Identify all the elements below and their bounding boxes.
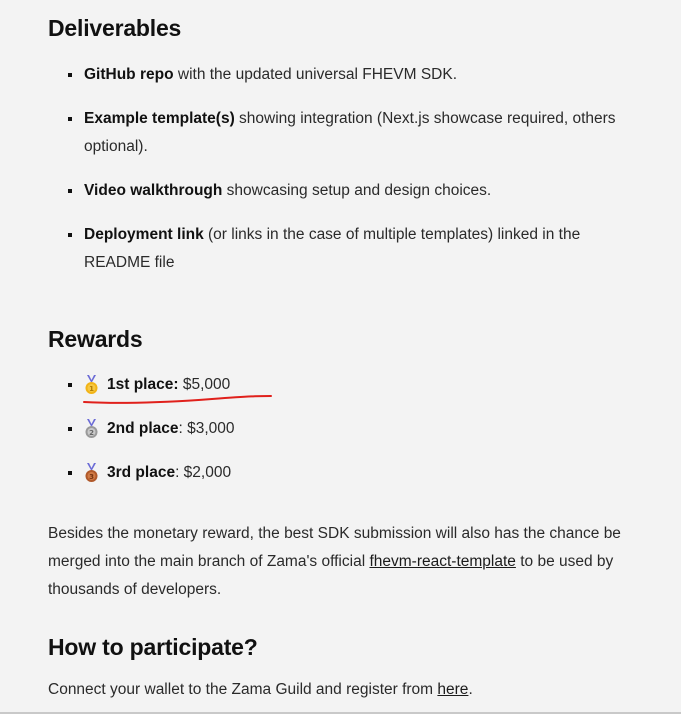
reward-place: 2nd place xyxy=(107,420,179,437)
rewards-heading: Rewards xyxy=(48,326,143,352)
bronze-medal-icon xyxy=(84,463,99,483)
participate-heading: How to participate? xyxy=(48,634,258,660)
item-text: showcasing setup and design choices. xyxy=(222,182,492,199)
register-here-link[interactable]: here xyxy=(437,681,469,698)
fhevm-react-template-link[interactable]: fhevm-react-template xyxy=(369,553,516,570)
list-item xyxy=(68,61,628,89)
list-item xyxy=(68,105,628,161)
list-item xyxy=(68,459,628,487)
besides-paragraph xyxy=(48,520,648,604)
besides-text: Besides the monetary reward, the best SDK submission will also has the chance be merged into the main branch of Zama's official xyxy=(48,525,621,570)
reward-amount: : $2,000 xyxy=(175,464,232,481)
item-text: (or links in the case of multiple templates) linked in the README file xyxy=(84,226,581,271)
besides-text-after: to be used by thousands of developers. xyxy=(48,553,614,598)
item-text: with the updated universal FHEVM SDK. xyxy=(173,66,457,83)
red-annotation-underline xyxy=(82,390,274,406)
participate-paragraph xyxy=(48,676,648,704)
reward-place: 3rd place xyxy=(107,464,176,481)
item-bold: Video walkthrough xyxy=(84,182,223,199)
list-item xyxy=(68,415,628,443)
svg-text:3: 3 xyxy=(89,473,94,481)
reward-amount: : $3,000 xyxy=(178,420,235,437)
silver-medal-icon xyxy=(84,419,99,439)
participate-text: Connect your wallet to the Zama Guild and register from xyxy=(48,681,438,698)
deliverables-list xyxy=(68,61,628,293)
svg-text:2: 2 xyxy=(89,429,94,437)
list-item xyxy=(68,221,628,277)
reward-amount: $5,000 xyxy=(178,376,231,393)
item-bold: Example template(s) xyxy=(84,110,235,127)
reward-place: 1st place: xyxy=(107,376,179,393)
participate-text-after: . xyxy=(468,681,473,698)
deliverables-heading: Deliverables xyxy=(48,15,182,41)
item-text: showing integration (Next.js showcase required, others optional). xyxy=(84,110,616,155)
list-item xyxy=(68,177,628,205)
svg-text:1: 1 xyxy=(89,385,94,393)
item-bold: Deployment link xyxy=(84,226,204,243)
item-bold: GitHub repo xyxy=(84,66,174,83)
